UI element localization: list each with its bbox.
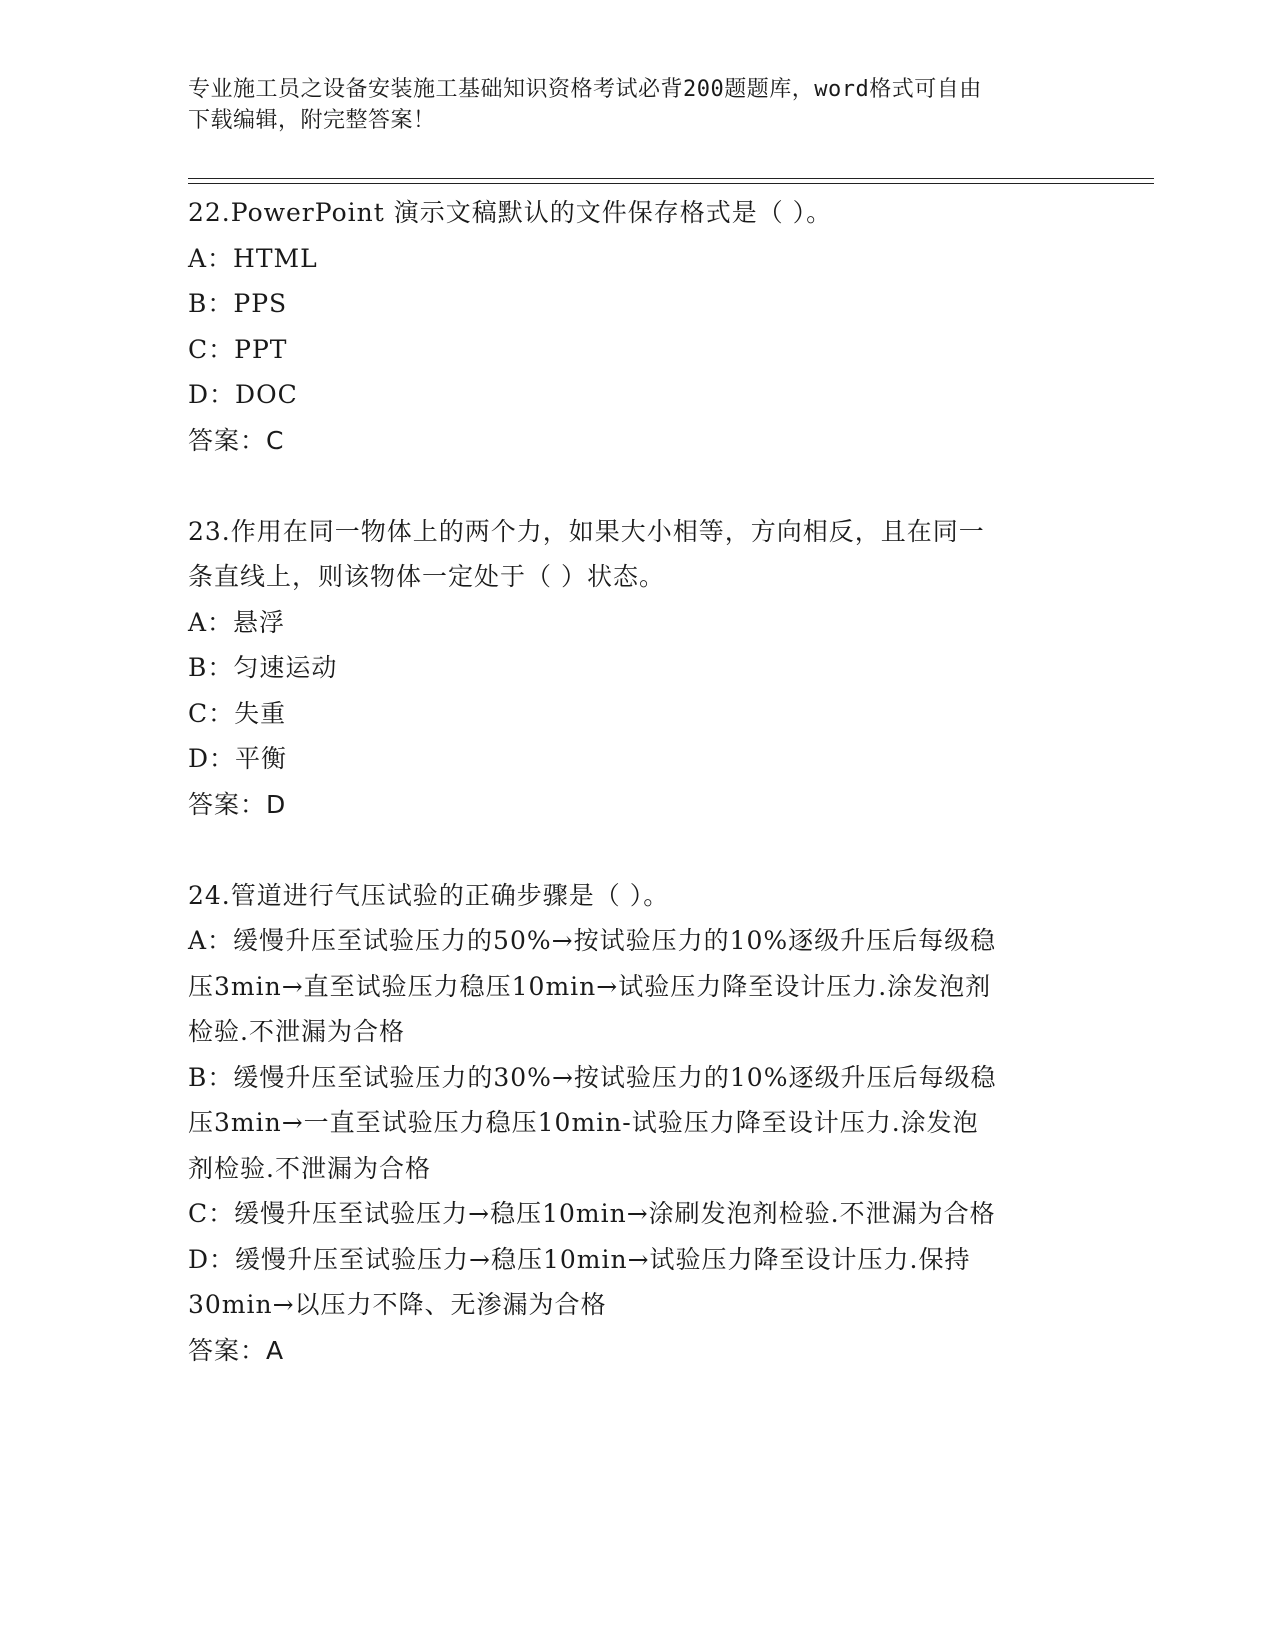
answer-option bbox=[188, 1055, 1088, 1192]
answer-option bbox=[188, 281, 1088, 327]
answer-key: 答案：A bbox=[188, 1335, 285, 1365]
answer-option bbox=[188, 1191, 1088, 1237]
option-line: B：PPS bbox=[188, 289, 288, 318]
question-block bbox=[188, 509, 1088, 828]
answer-key: 答案：D bbox=[188, 789, 287, 819]
header-line-1: 专业施工员之设备安装施工基础知识资格考试必背200题题库，word格式可自由 bbox=[188, 77, 982, 102]
answer-option bbox=[188, 645, 1088, 691]
option-line: 30min→以压力不降、无渗漏为合格 bbox=[188, 1290, 607, 1319]
header-line-2: 下载编辑，附完整答案！ bbox=[188, 108, 436, 133]
option-line: 压3min→一直至试验压力稳压10min-试验压力降至设计压力.涂发泡 bbox=[188, 1108, 979, 1137]
option-line: 检验.不泄漏为合格 bbox=[188, 1017, 405, 1046]
header-divider-top bbox=[188, 178, 1154, 179]
option-line: B：匀速运动 bbox=[188, 653, 338, 682]
answer-option bbox=[188, 691, 1088, 737]
document-header bbox=[188, 74, 1068, 136]
answer-option bbox=[188, 236, 1088, 282]
header-divider-bottom bbox=[188, 183, 1154, 184]
answer-key: 答案：C bbox=[188, 425, 285, 455]
option-line: 剂检验.不泄漏为合格 bbox=[188, 1153, 431, 1183]
option-line: A：HTML bbox=[188, 243, 318, 273]
answer-option bbox=[188, 1237, 1088, 1328]
question-stem-line: 22.PowerPoint 演示文稿默认的文件保存格式是（ ）。 bbox=[188, 198, 833, 227]
option-line: 压3min→直至试验压力稳压10min→试验压力降至设计压力.涂发泡剂 bbox=[188, 971, 992, 1001]
option-line: D：DOC bbox=[188, 380, 298, 409]
answer-option bbox=[188, 918, 1088, 1055]
question-block bbox=[188, 873, 1088, 1374]
answer-option bbox=[188, 372, 1088, 418]
answer-option bbox=[188, 600, 1088, 646]
question-stem-line: 23.作用在同一物体上的两个力，如果大小相等，方向相反，且在同一 bbox=[188, 516, 985, 546]
question-stem-line: 24.管道进行气压试验的正确步骤是（ ）。 bbox=[188, 880, 670, 910]
answer-option bbox=[188, 327, 1088, 373]
option-line: C：失重 bbox=[188, 698, 287, 728]
option-line: A：悬浮 bbox=[188, 607, 286, 637]
question-stem-line: 条直线上，则该物体一定处于（ ）状态。 bbox=[188, 562, 665, 591]
option-line: A：缓慢升压至试验压力的50%→按试验压力的10%逐级升压后每级稳 bbox=[188, 926, 997, 955]
option-line: B：缓慢升压至试验压力的30%→按试验压力的10%逐级升压后每级稳 bbox=[188, 1062, 997, 1092]
option-line: D：平衡 bbox=[188, 744, 288, 773]
answer-option bbox=[188, 736, 1088, 782]
question-block bbox=[188, 190, 1088, 463]
question-list bbox=[188, 190, 1088, 1373]
option-line: C：缓慢升压至试验压力→稳压10min→涂刷发泡剂检验.不泄漏为合格 bbox=[188, 1199, 996, 1228]
option-line: C：PPT bbox=[188, 334, 288, 364]
option-line: D：缓慢升压至试验压力→稳压10min→试验压力降至设计压力.保持 bbox=[188, 1244, 971, 1274]
